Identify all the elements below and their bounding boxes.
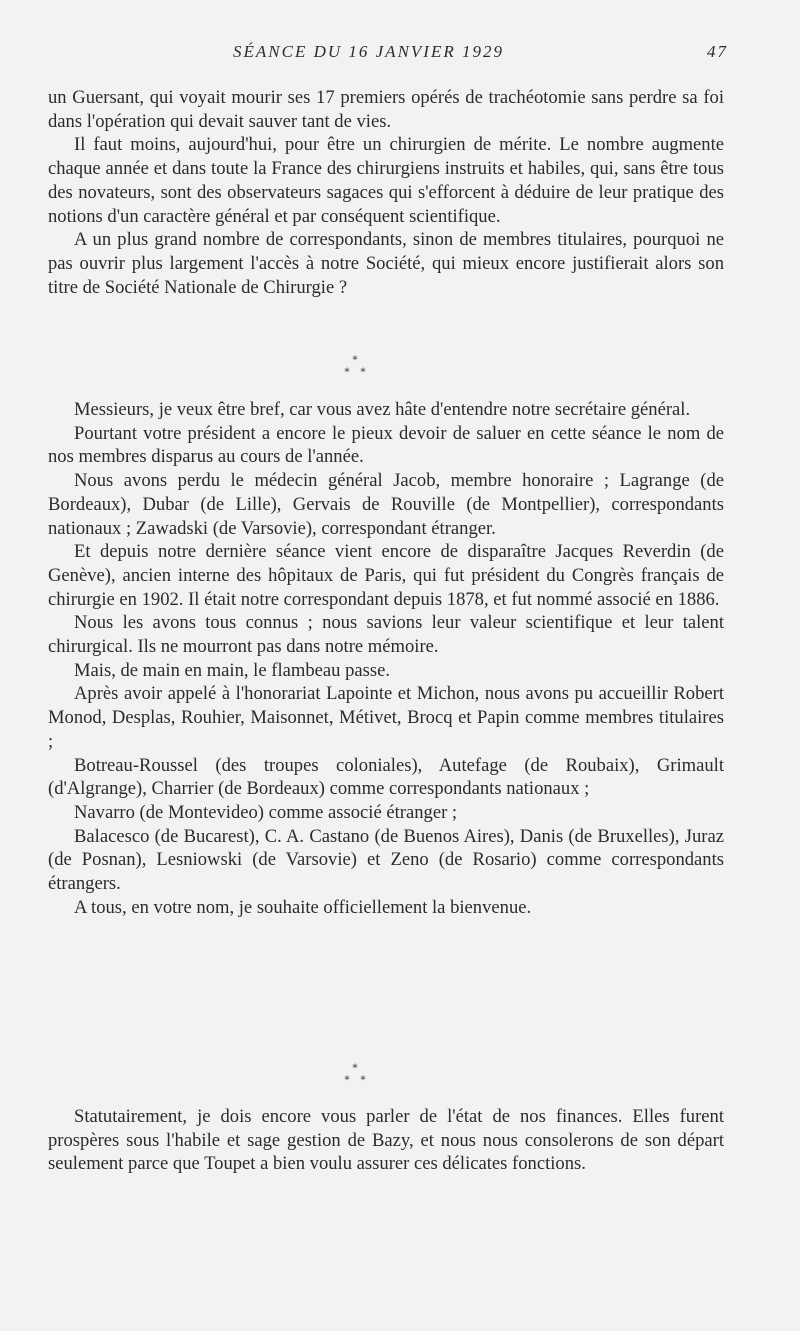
svg-text:*: *: [352, 355, 358, 366]
asterism-icon: [330, 355, 380, 379]
asterism-divider: [330, 1063, 380, 1087]
paragraph: Mais, de main en main, le flambeau passe.: [74, 659, 390, 681]
svg-text:*: *: [360, 1075, 366, 1086]
paragraph: Statutairement, je dois encore vous parler de l'état de nos finances. Elles furent prospères sous l'habile et sage gestion de Bazy, et nous nous consolerons de son départ seulement parce que Toupet a bien voulu assurer ces délicates fonctions.: [48, 1106, 724, 1175]
svg-text:*: *: [344, 367, 350, 378]
paragraph: Et depuis notre dernière séance vient encore de disparaître Jacques Reverdin (de Genève), ancien interne des hôpitaux de Paris, qui fut président du Congrès français de chirurgie en 1902. Il était notre correspondant depuis 1878, et fut nommé associé en 1886.: [48, 541, 724, 610]
paragraph: Navarro (de Montevideo) comme associé étranger ;: [74, 801, 458, 823]
text-block-finances: [48, 1105, 724, 1176]
text-block-guersant: [48, 86, 724, 299]
paragraph: Botreau-Roussel (des troupes coloniales), Autefage (de Roubaix), Grimault (d'Algrange), Charrier (de Bordeaux) comme correspondants nationaux ;: [48, 754, 724, 800]
svg-text:*: *: [344, 1075, 350, 1086]
svg-text:*: *: [360, 367, 366, 378]
paragraph: Après avoir appelé à l'honorariat Lapointe et Michon, nous avons pu accueillir Robert Monod, Desplas, Rouhier, Maisonnet, Métivet, Brocq et Papin comme membres titulaires ;: [48, 683, 724, 752]
paragraph: A tous, en votre nom, je souhaite officiellement la bienvenue.: [74, 896, 532, 918]
text-block-members: [48, 398, 724, 919]
paragraph: Pourtant votre président a encore le pieux devoir de saluer en cette séance le nom de nos membres disparus au cours de l'année.: [48, 422, 724, 468]
running-header: [48, 42, 728, 66]
asterism-icon: [330, 1063, 380, 1087]
svg-text:*: *: [352, 1063, 358, 1074]
paragraph: Nous les avons tous connus ; nous savions leur valeur scientifique et leur talent chirurgical. Ils ne mourront pas dans notre mémoire.: [48, 612, 724, 658]
paragraph: un Guersant, qui voyait mourir ses 17 premiers opérés de trachéotomie sans perdre sa foi dans l'opération qui devait sauver tant de vies.: [48, 87, 724, 132]
paragraph: Balacesco (de Bucarest), C. A. Castano (de Buenos Aires), Danis (de Bruxelles), Juraz (de Posnan), Lesniowski (de Varsovie) et Zeno (de Rosario) comme correspondants étrangers.: [48, 825, 724, 895]
paragraph: A un plus grand nombre de correspondants, sinon de membres titulaires, pourquoi ne pas ouvrir plus largement l'accès à notre Société, qui mieux encore justifierait alors son titre de Société Nationale de Chirurgie ?: [48, 229, 724, 298]
running-title: SÉANCE DU 16 JANVIER 1929: [233, 42, 504, 61]
asterism-divider: [330, 355, 380, 379]
paragraph: Messieurs, je veux être bref, car vous avez hâte d'entendre notre secrétaire général.: [74, 399, 691, 420]
page-number: 47: [707, 42, 728, 61]
paragraph: Nous avons perdu le médecin général Jacob, membre honoraire ; Lagrange (de Bordeaux), Dubar (de Lille), Gervais de Rouville (de Montpellier), correspondants nationaux ; Zawadski (de Varsovie), correspondant étranger.: [48, 470, 724, 539]
paragraph: Il faut moins, aujourd'hui, pour être un chirurgien de mérite. Le nombre augmente chaque année et dans toute la France des chirurgiens instruits et habiles, qui, sans être tous des novateurs, sont des observateurs sagaces qui s'efforcent à déduire de leur pratique des notions d'un caractère général et par conséquent scientifique.: [48, 134, 724, 227]
